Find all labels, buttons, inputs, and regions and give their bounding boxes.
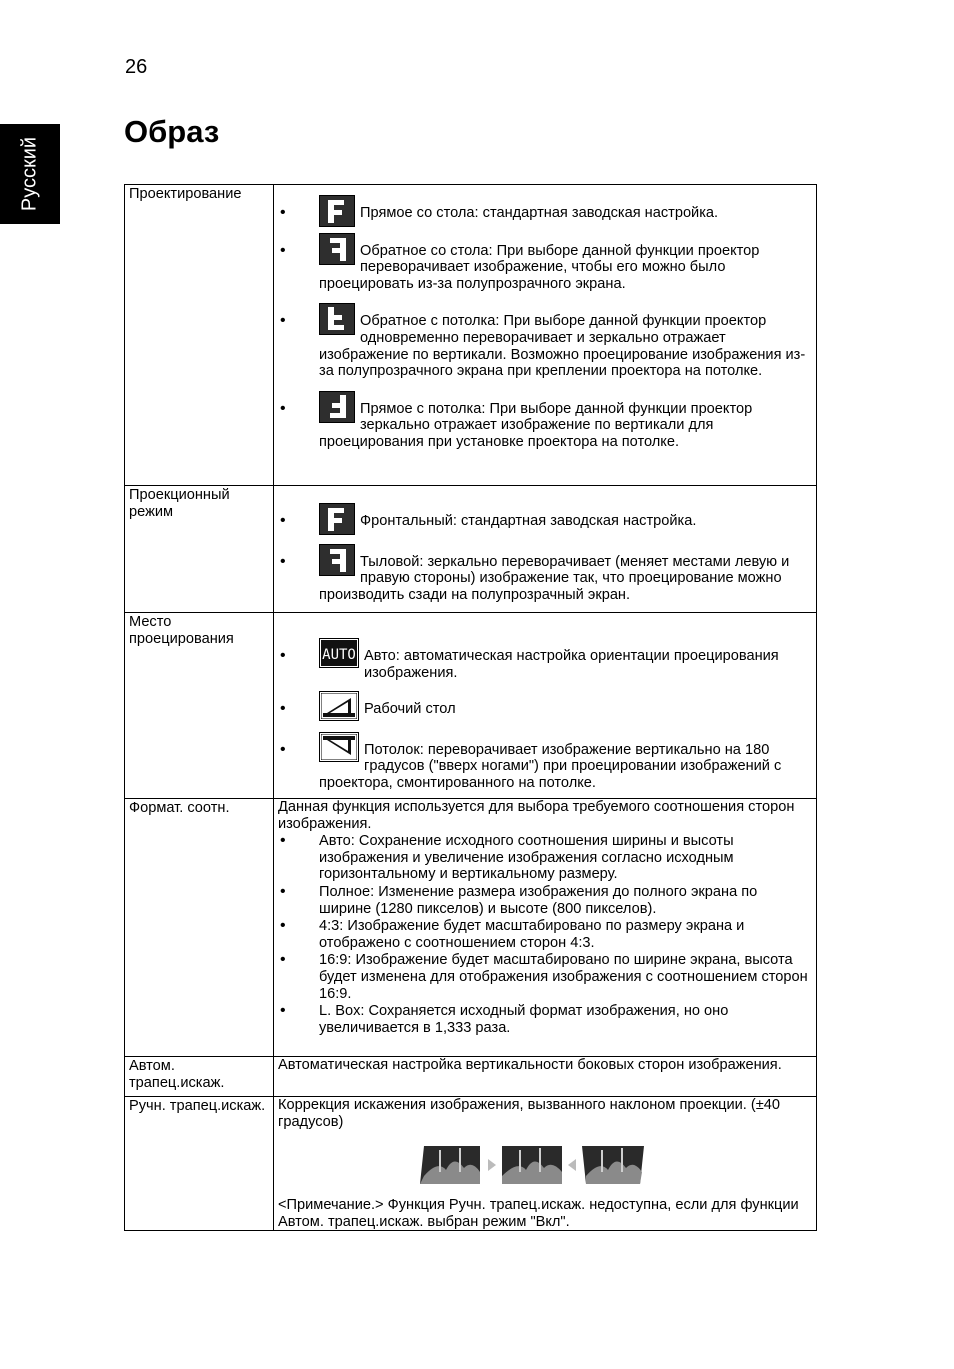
table-row-auto-keystone — [125, 1057, 817, 1097]
front-f-icon — [319, 503, 355, 540]
item-text: Потолок: переворачивает изображение вертикально на 180 градусов ("вверх ногами") при проецировании изображений с проектора, смонтированного на потолке. — [319, 741, 782, 791]
aspect-intro: Данная функция используется для выбора требуемого соотношения сторон изображения. — [278, 799, 795, 832]
manual-keystone-text: Коррекция искажения изображения, вызванного наклоном проекции. (±40 градусов) — [278, 1097, 780, 1130]
item-text: Обратное с потолка: При выборе данной функции проектор одновременно переворачивает и зеркально отражает изображение по вертикали. Возможно проецирование изображения из-за полупрозрачного экрана при креплении проектора на потолке. — [319, 313, 806, 380]
list-item — [278, 952, 810, 1002]
row-content — [274, 185, 817, 486]
ceiling-icon — [319, 732, 359, 762]
desktop-icon — [319, 691, 359, 721]
settings-table — [124, 184, 817, 1231]
row-content — [274, 613, 817, 799]
table-row-projection-mode — [125, 486, 817, 613]
bullet: • — [280, 204, 286, 221]
bullet: • — [280, 951, 286, 969]
item-text: Рабочий стол — [364, 701, 456, 718]
list-item — [278, 401, 810, 451]
keystone-image-wide-bottom — [420, 1146, 482, 1189]
rear-ceiling-f-icon — [319, 303, 355, 340]
bullet: • — [280, 740, 286, 758]
bullet: • — [280, 832, 286, 850]
front-desk-f-icon — [319, 195, 355, 232]
list-item — [278, 742, 810, 792]
row-label: Ручн. трапец.искаж. — [125, 1097, 274, 1231]
item-text: Прямое с потолка: При выборе данной функции проектор зеркально отражает изображение по вертикали для проецирования при установке проектора на потолке. — [319, 400, 753, 450]
rear-desk-f-icon — [319, 233, 355, 270]
page-title: Образ — [124, 114, 220, 149]
auto-keystone-text: Автоматическая настройка вертикальности боковых сторон изображения. — [278, 1057, 782, 1073]
front-ceiling-f-icon — [319, 391, 355, 428]
bullet: • — [280, 1002, 286, 1020]
bullet: • — [280, 312, 286, 330]
row-content — [274, 1097, 817, 1231]
row-label: Проектирование — [125, 185, 274, 486]
item-text: Обратное со стола: При выборе данной функции проектор переворачивает изображение, чтобы его можно было проецировать из-за полупрозрачного экрана. — [319, 242, 760, 292]
manual-keystone-note: <Примечание.> Функция Ручн. трапец.искаж. недоступна, если для функции Автом. трапец.искаж. выбран режим "Вкл". — [278, 1197, 799, 1230]
row-label: Место проецирования — [125, 613, 274, 799]
keystone-illustration — [278, 1146, 810, 1184]
arrow-left-icon — [566, 1158, 578, 1177]
bullet: • — [280, 512, 286, 529]
item-text: Авто: автоматическая настройка ориентации проецирования изображения. — [364, 648, 779, 681]
bullet: • — [280, 647, 286, 664]
row-label: Формат. соотн. — [125, 799, 274, 1057]
item-text: Прямое со стола: стандартная заводская настройка. — [360, 205, 719, 221]
list-item — [278, 313, 810, 379]
rear-f-icon — [319, 544, 355, 581]
keystone-image-normal — [502, 1146, 562, 1189]
list-item — [278, 701, 810, 718]
keystone-image-wide-top — [582, 1146, 644, 1189]
language-tab-label: Русский — [18, 136, 41, 212]
auto-icon — [319, 638, 359, 668]
table-row-aspect-ratio — [125, 799, 817, 1057]
list-item — [278, 513, 810, 530]
item-text: L. Box: Сохраняется исходный формат изображения, но оно увеличивается в 1,333 раза. — [319, 1003, 729, 1036]
row-label: Проекционный режим — [125, 486, 274, 613]
item-text: Полное: Изменение размера изображения до полного экрана по ширине (1280 пикселов) и высоте (800 пикселов). — [319, 883, 758, 917]
list-item — [278, 205, 810, 222]
row-content — [274, 486, 817, 613]
bullet: • — [280, 700, 286, 718]
item-text: Фронтальный: стандартная заводская настройка. — [360, 513, 697, 529]
list-item — [278, 554, 810, 604]
item-text: Авто: Сохранение исходного соотношения ширины и высоты изображения и увеличение изображения согласно исходным горизонтальному и вертикальному размеру. — [319, 833, 734, 883]
row-label: Автом. трапец.искаж. — [125, 1057, 274, 1097]
list-item — [278, 243, 810, 293]
svg-text:AUTO: AUTO — [322, 647, 356, 663]
table-row-projection-location — [125, 613, 817, 799]
list-item — [278, 884, 810, 917]
item-text: Тыловой: зеркально переворачивает (меняет местами левую и правую стороны) изображение так, что проецирование можно производить сзади на полупрозрачный экран. — [319, 553, 790, 603]
bullet: • — [280, 241, 286, 259]
row-content — [274, 799, 817, 1057]
language-tab — [0, 124, 60, 224]
bullet: • — [280, 399, 286, 417]
list-item — [278, 648, 810, 681]
bullet: • — [280, 882, 286, 900]
table-row-manual-keystone — [125, 1097, 817, 1231]
bullet: • — [280, 917, 286, 935]
item-text: 16:9: Изображение будет масштабировано по ширине экрана, высота будет изменена для отображения изображения с соотношением сторон 16:9. — [319, 952, 808, 1002]
row-content — [274, 1057, 817, 1097]
list-item — [278, 918, 810, 951]
bullet: • — [280, 552, 286, 570]
item-text: 4:3: Изображение будет масштабировано по размеру экрана и отображено с соотношением сторон 4:3. — [319, 918, 745, 951]
table-row-projection — [125, 185, 817, 486]
list-item — [278, 1003, 810, 1036]
page-number: 26 — [125, 56, 148, 78]
arrow-right-icon — [486, 1158, 498, 1177]
list-item — [278, 833, 810, 883]
